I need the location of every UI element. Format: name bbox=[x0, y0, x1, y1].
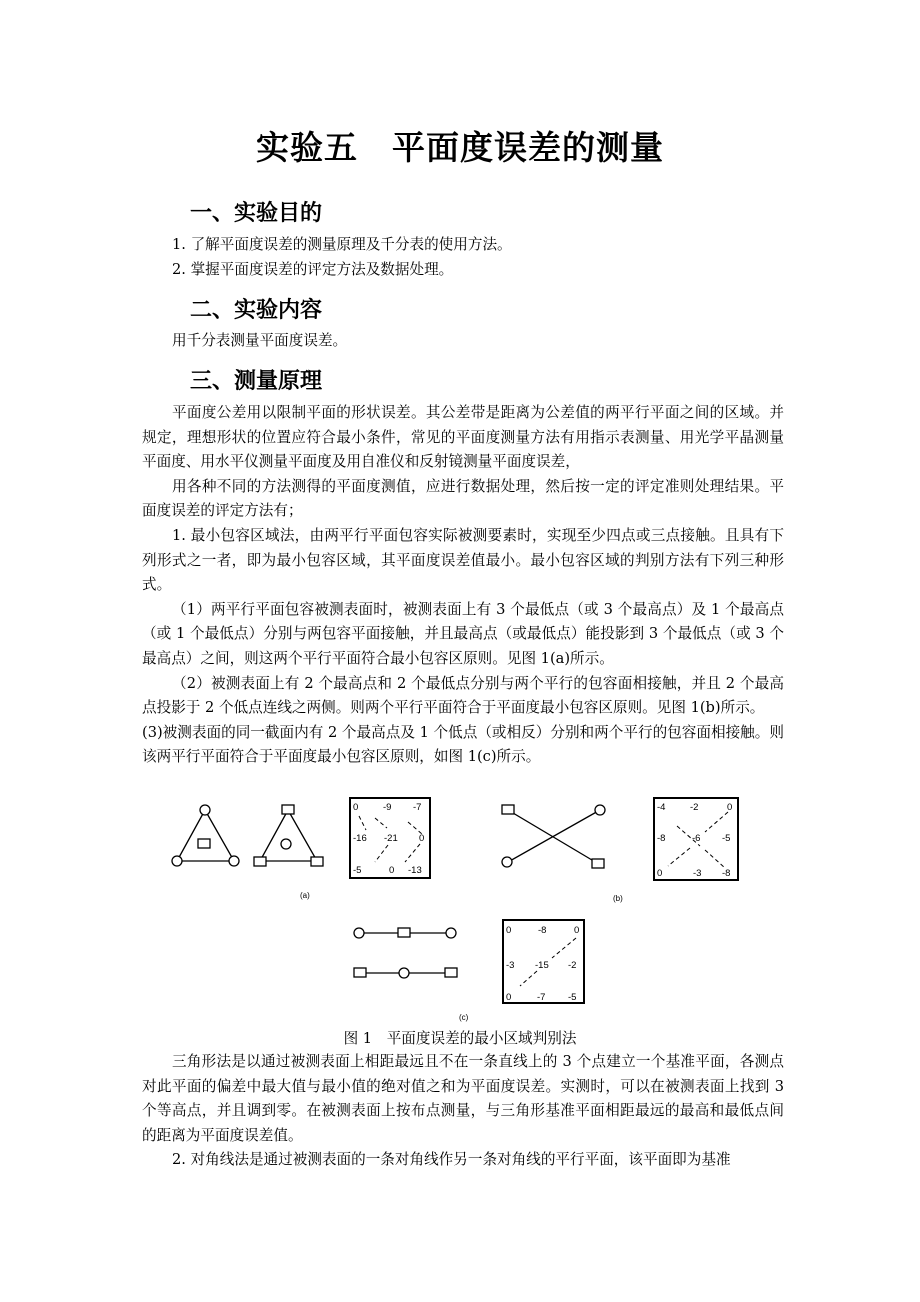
grid-a-cell: -21 bbox=[384, 833, 398, 844]
figure-1 bbox=[0, 790, 920, 1030]
grid-b-cell: -3 bbox=[693, 868, 702, 879]
grid-b-cell: -8 bbox=[657, 833, 666, 844]
label-a: (a) bbox=[300, 891, 310, 900]
cross-diagram bbox=[502, 805, 605, 868]
grid-a-cell: -16 bbox=[353, 833, 367, 844]
grid-a-cell: -9 bbox=[383, 802, 392, 813]
grid-a-cell: 0 bbox=[353, 802, 359, 813]
content-text: 用千分表测量平面度误差。 bbox=[172, 332, 348, 349]
label-c: (c) bbox=[459, 1013, 469, 1022]
grid-c-cell: -3 bbox=[506, 960, 515, 971]
grid-c-cell: -2 bbox=[568, 960, 577, 971]
grid-b-cell: -2 bbox=[690, 802, 699, 813]
grid-b-cell: -4 bbox=[657, 802, 666, 813]
grid-c-cell: -8 bbox=[538, 925, 547, 936]
grid-a-cell: -5 bbox=[353, 865, 362, 876]
grid-c-cell: -15 bbox=[535, 960, 549, 971]
grid-b-cell: 0 bbox=[727, 802, 733, 813]
grid-c-cell: 0 bbox=[574, 925, 580, 936]
section-heading-principle: 三、测量原理 bbox=[190, 369, 323, 394]
grid-b-cell: -5 bbox=[722, 833, 731, 844]
grid-a-cell: -7 bbox=[413, 802, 422, 813]
grid-a-cell: -13 bbox=[408, 865, 422, 876]
purpose-item-1: 1. 了解平面度误差的测量原理及千分表的使用方法。 bbox=[172, 236, 512, 253]
triangle-diagram-2 bbox=[254, 805, 323, 866]
page-title: 实验五 平面度误差的测量 bbox=[256, 128, 664, 167]
paragraph: 2. 对角线法是通过被测表面的一条对角线作另一条对角线的平行平面，该平面即为基准 bbox=[172, 1151, 731, 1169]
section-heading-content: 二、实验内容 bbox=[190, 298, 323, 323]
paragraph: 三角形法是以通过被测表面上相距最远且不在一条直线上的 3 个点建立一个基准平面，各测点对此平面的偏差中最大值与最小值的绝对值之和为平面度误差。实测时，可以在被测表面上找到 3 个等高点，并且调到零。在被测表面上按布点测量，与三角形基准平面相距最远的最高和最低点间的距离为平面度误差值。 bbox=[142, 1053, 784, 1144]
label-b: (b) bbox=[613, 894, 623, 903]
line-diagram-1 bbox=[354, 928, 456, 938]
grid-b-cell: 0 bbox=[657, 868, 663, 879]
line-diagram-2 bbox=[354, 968, 457, 978]
grid-a-cell: 0 bbox=[419, 833, 425, 844]
grid-c-cell: 0 bbox=[506, 925, 512, 936]
grid-b-cell: -8 bbox=[722, 868, 731, 879]
section-heading-purpose: 一、实验目的 bbox=[190, 201, 323, 226]
principle-text bbox=[142, 401, 784, 770]
paragraph: 平面度公差用以限制平面的形状误差。其公差带是距离为公差值的两平行平面之间的区域。并规定，理想形状的位置应符合最小条件，常见的平面度测量方法有用指示表测量、用光学平晶测量平面度、用水平仪测量平面度及用自准仪和反射镜测量平面度误差， bbox=[142, 404, 784, 471]
purpose-item-2: 2. 掌握平面度误差的评定方法及数据处理。 bbox=[172, 261, 454, 278]
grid-c-cell: 0 bbox=[506, 992, 512, 1003]
principle-text-continued bbox=[142, 1050, 784, 1173]
paragraph: 1. 最小包容区域法，由两平行平面包容实际被测要素时，实现至少四点或三点接触。且具有下列形式之一者，即为最小包容区域，其平面度误差值最小。最小包容区域的判别方法有下列三种形式。 bbox=[142, 526, 784, 594]
grid-a-cell: 0 bbox=[389, 865, 395, 876]
paragraph: （2）被测表面上有 2 个最高点和 2 个最低点分别与两个平行的包容面相接触，并且 2 个最高点投影于 2 个低点连线之两侧。则两个平行平面符合于平面度最小包容区原则。见图 1(b)所示。 bbox=[142, 674, 784, 717]
paragraph: 用各种不同的方法测得的平面度测值，应进行数据处理，然后按一定的评定准则处理结果。平面度误差的评定方法有； bbox=[142, 477, 784, 520]
grid-c-cell: -7 bbox=[537, 992, 546, 1003]
grid-c-cell: -5 bbox=[568, 992, 577, 1003]
grid-a bbox=[350, 798, 430, 878]
figure-caption: 图 1 平面度误差的最小区域判别法 bbox=[343, 1030, 577, 1047]
grid-c bbox=[503, 920, 584, 1003]
paragraph: （1）两平行平面包容被测表面时，被测表面上有 3 个最低点（或 3 个最高点）及 1 个最高点（或 1 个最低点）分别与两包容平面接触，并且最高点（或最低点）能投影到 3 个最低点（或 3 个最高点）之间，则这两个平行平面符合最小包容区原则。见图 1(a)所示。 bbox=[142, 600, 784, 667]
triangle-diagram-1 bbox=[172, 805, 239, 866]
paragraph: (3)被测表面的同一截面内有 2 个最高点及 1 个低点（或相反）分别和两个平行的包容面相接触。则该两平行平面符合于平面度最小包容区原则，如图 1(c)所示。 bbox=[142, 723, 784, 766]
grid-b bbox=[654, 798, 738, 880]
grid-b-cell: -6 bbox=[692, 833, 701, 844]
